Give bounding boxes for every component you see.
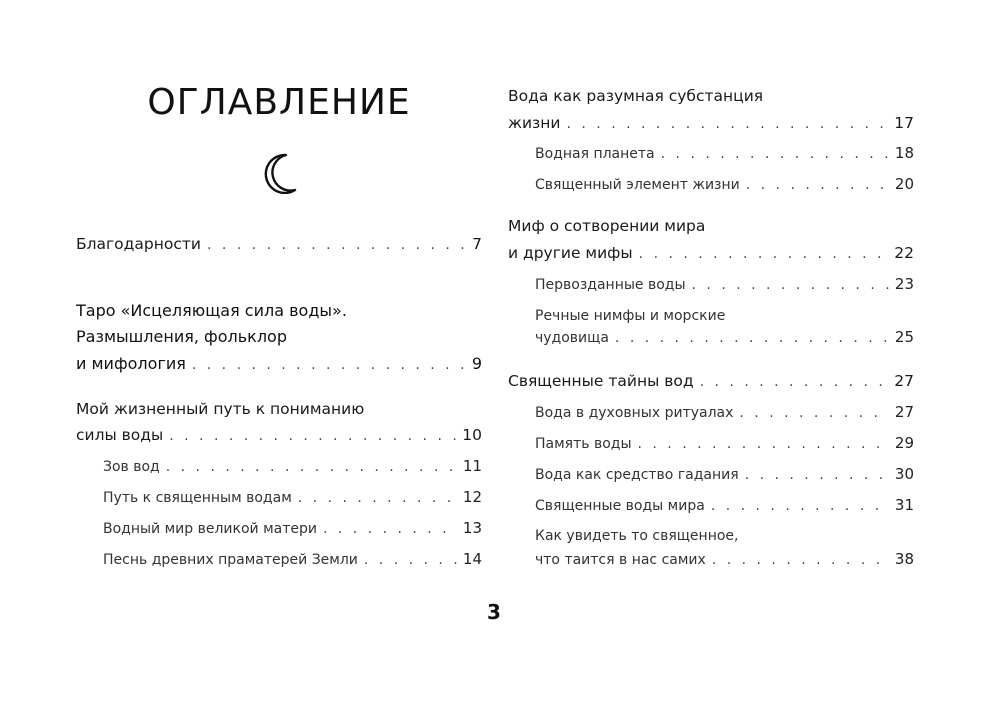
toc-entry-line xyxy=(535,326,914,348)
toc-page-number: 23 xyxy=(894,275,914,293)
toc-leader-dots xyxy=(700,371,889,393)
toc-entry-title: Миф о сотворении мира xyxy=(508,217,706,235)
toc-entry-title: Песнь древних праматерей Земли xyxy=(103,552,358,568)
toc-entry-line xyxy=(535,525,914,547)
toc-entry-title: Водная планета xyxy=(535,146,655,162)
toc-entry-line xyxy=(103,548,482,570)
toc-page-number: 30 xyxy=(894,465,914,483)
toc-leader-dots xyxy=(746,174,889,196)
toc-entry-line xyxy=(508,85,914,107)
toc-entry-title: и другие мифы xyxy=(508,244,633,262)
toc-leader-dots xyxy=(661,143,889,165)
toc-leader-dots xyxy=(638,433,889,455)
toc-leader-dots xyxy=(711,495,889,517)
toc-entry-title: Вода как средство гадания xyxy=(535,467,739,483)
toc-leader-dots xyxy=(166,456,457,478)
toc-leader-dots xyxy=(298,487,457,509)
toc-page-number: 10 xyxy=(462,426,482,444)
page-number: 3 xyxy=(487,600,501,624)
toc-page-number: 17 xyxy=(894,114,914,132)
toc-entry-title: Путь к священным водам xyxy=(103,490,292,506)
toc-entry-line xyxy=(535,548,914,570)
toc-entry-title: что таится в нас самих xyxy=(535,552,706,568)
toc-entry-line xyxy=(535,463,914,485)
toc-leader-dots xyxy=(615,327,889,349)
toc-entry-line xyxy=(76,326,482,348)
toc-entry-title: Как увидеть то священное, xyxy=(535,528,739,544)
toc-leader-dots xyxy=(712,549,889,571)
toc-entry-line xyxy=(103,455,482,477)
toc-entry-line xyxy=(508,112,914,134)
toc-entry-title: силы воды xyxy=(76,426,164,444)
toc-entry-title: Священные тайны вод xyxy=(508,372,694,390)
toc-entry-line xyxy=(76,424,482,446)
toc-page-number: 38 xyxy=(894,550,914,568)
toc-page-number: 9 xyxy=(471,354,482,373)
toc-page-number: 7 xyxy=(472,235,482,253)
toc-entry-title: жизни xyxy=(508,114,561,132)
toc-entry-line xyxy=(508,242,914,264)
toc-entry-title: Священные воды мира xyxy=(535,498,705,514)
toc-entry-line xyxy=(535,432,914,454)
toc-leader-dots xyxy=(639,243,889,265)
toc-page-number: 13 xyxy=(462,519,482,537)
toc-entry-line xyxy=(76,233,482,255)
toc-page-number: 27 xyxy=(894,372,914,390)
toc-entry-line xyxy=(535,305,914,327)
toc-leader-dots xyxy=(692,274,889,296)
toc-entry-line xyxy=(535,401,914,423)
toc-entry-line xyxy=(76,300,482,322)
crescent-moon-icon xyxy=(262,152,302,194)
toc-leader-dots xyxy=(364,549,457,571)
toc-page-number: 22 xyxy=(894,244,914,262)
toc-page-number: 11 xyxy=(462,457,482,475)
toc-page-number: 14 xyxy=(462,550,482,568)
toc-entry-title: и мифология xyxy=(76,354,186,373)
toc-page-number: 12 xyxy=(462,488,482,506)
toc-entry-title: Размышления, фольклор xyxy=(76,327,287,346)
toc-leader-dots xyxy=(207,234,466,256)
toc-entry-title: Священный элемент жизни xyxy=(535,177,740,193)
toc-page-number: 31 xyxy=(894,496,914,514)
toc-entry-title: Зов вод xyxy=(103,459,160,475)
toc-entry-title: Водный мир великой матери xyxy=(103,521,317,537)
toc-page-number: 20 xyxy=(894,175,914,193)
toc-leader-dots xyxy=(739,402,889,424)
toc-page-number: 27 xyxy=(894,403,914,421)
toc-right-column xyxy=(508,0,914,703)
toc-entry-line xyxy=(103,486,482,508)
toc-leader-dots xyxy=(745,464,889,486)
toc-leader-dots xyxy=(323,518,457,540)
toc-entry-title: Мой жизненный путь к пониманию xyxy=(76,400,365,418)
toc-entry-title: Благодарности xyxy=(76,235,201,253)
toc-entry-line xyxy=(508,370,914,392)
toc-entry-line xyxy=(76,353,482,375)
toc-entry-line xyxy=(508,215,914,237)
toc-entry-line xyxy=(103,517,482,539)
toc-page-number: 18 xyxy=(894,144,914,162)
toc-entry-line xyxy=(76,398,482,420)
toc-leader-dots xyxy=(567,113,889,135)
toc-left-column xyxy=(76,0,482,703)
toc-leader-dots xyxy=(169,425,456,447)
toc-entry-title: Вода как разумная субстанция xyxy=(508,87,764,105)
toc-leader-dots xyxy=(192,354,466,376)
toc-entry-line xyxy=(535,273,914,295)
page-title: ОГЛАВЛЕНИЕ xyxy=(147,82,411,123)
toc-entry-line xyxy=(535,494,914,516)
toc-entry-title: Вода в духовных ритуалах xyxy=(535,405,734,421)
toc-entry-title: Первозданные воды xyxy=(535,277,686,293)
toc-entry-title: Речные нимфы и морские xyxy=(535,308,726,324)
toc-entry-line xyxy=(535,142,914,164)
toc-page-number: 25 xyxy=(894,328,914,346)
toc-entry-line xyxy=(535,173,914,195)
toc-entry-title: Таро «Исцеляющая сила воды». xyxy=(76,301,347,320)
toc-entry-title: чудовища xyxy=(535,330,609,346)
toc-page-number: 29 xyxy=(894,434,914,452)
toc-entry-title: Память воды xyxy=(535,436,632,452)
